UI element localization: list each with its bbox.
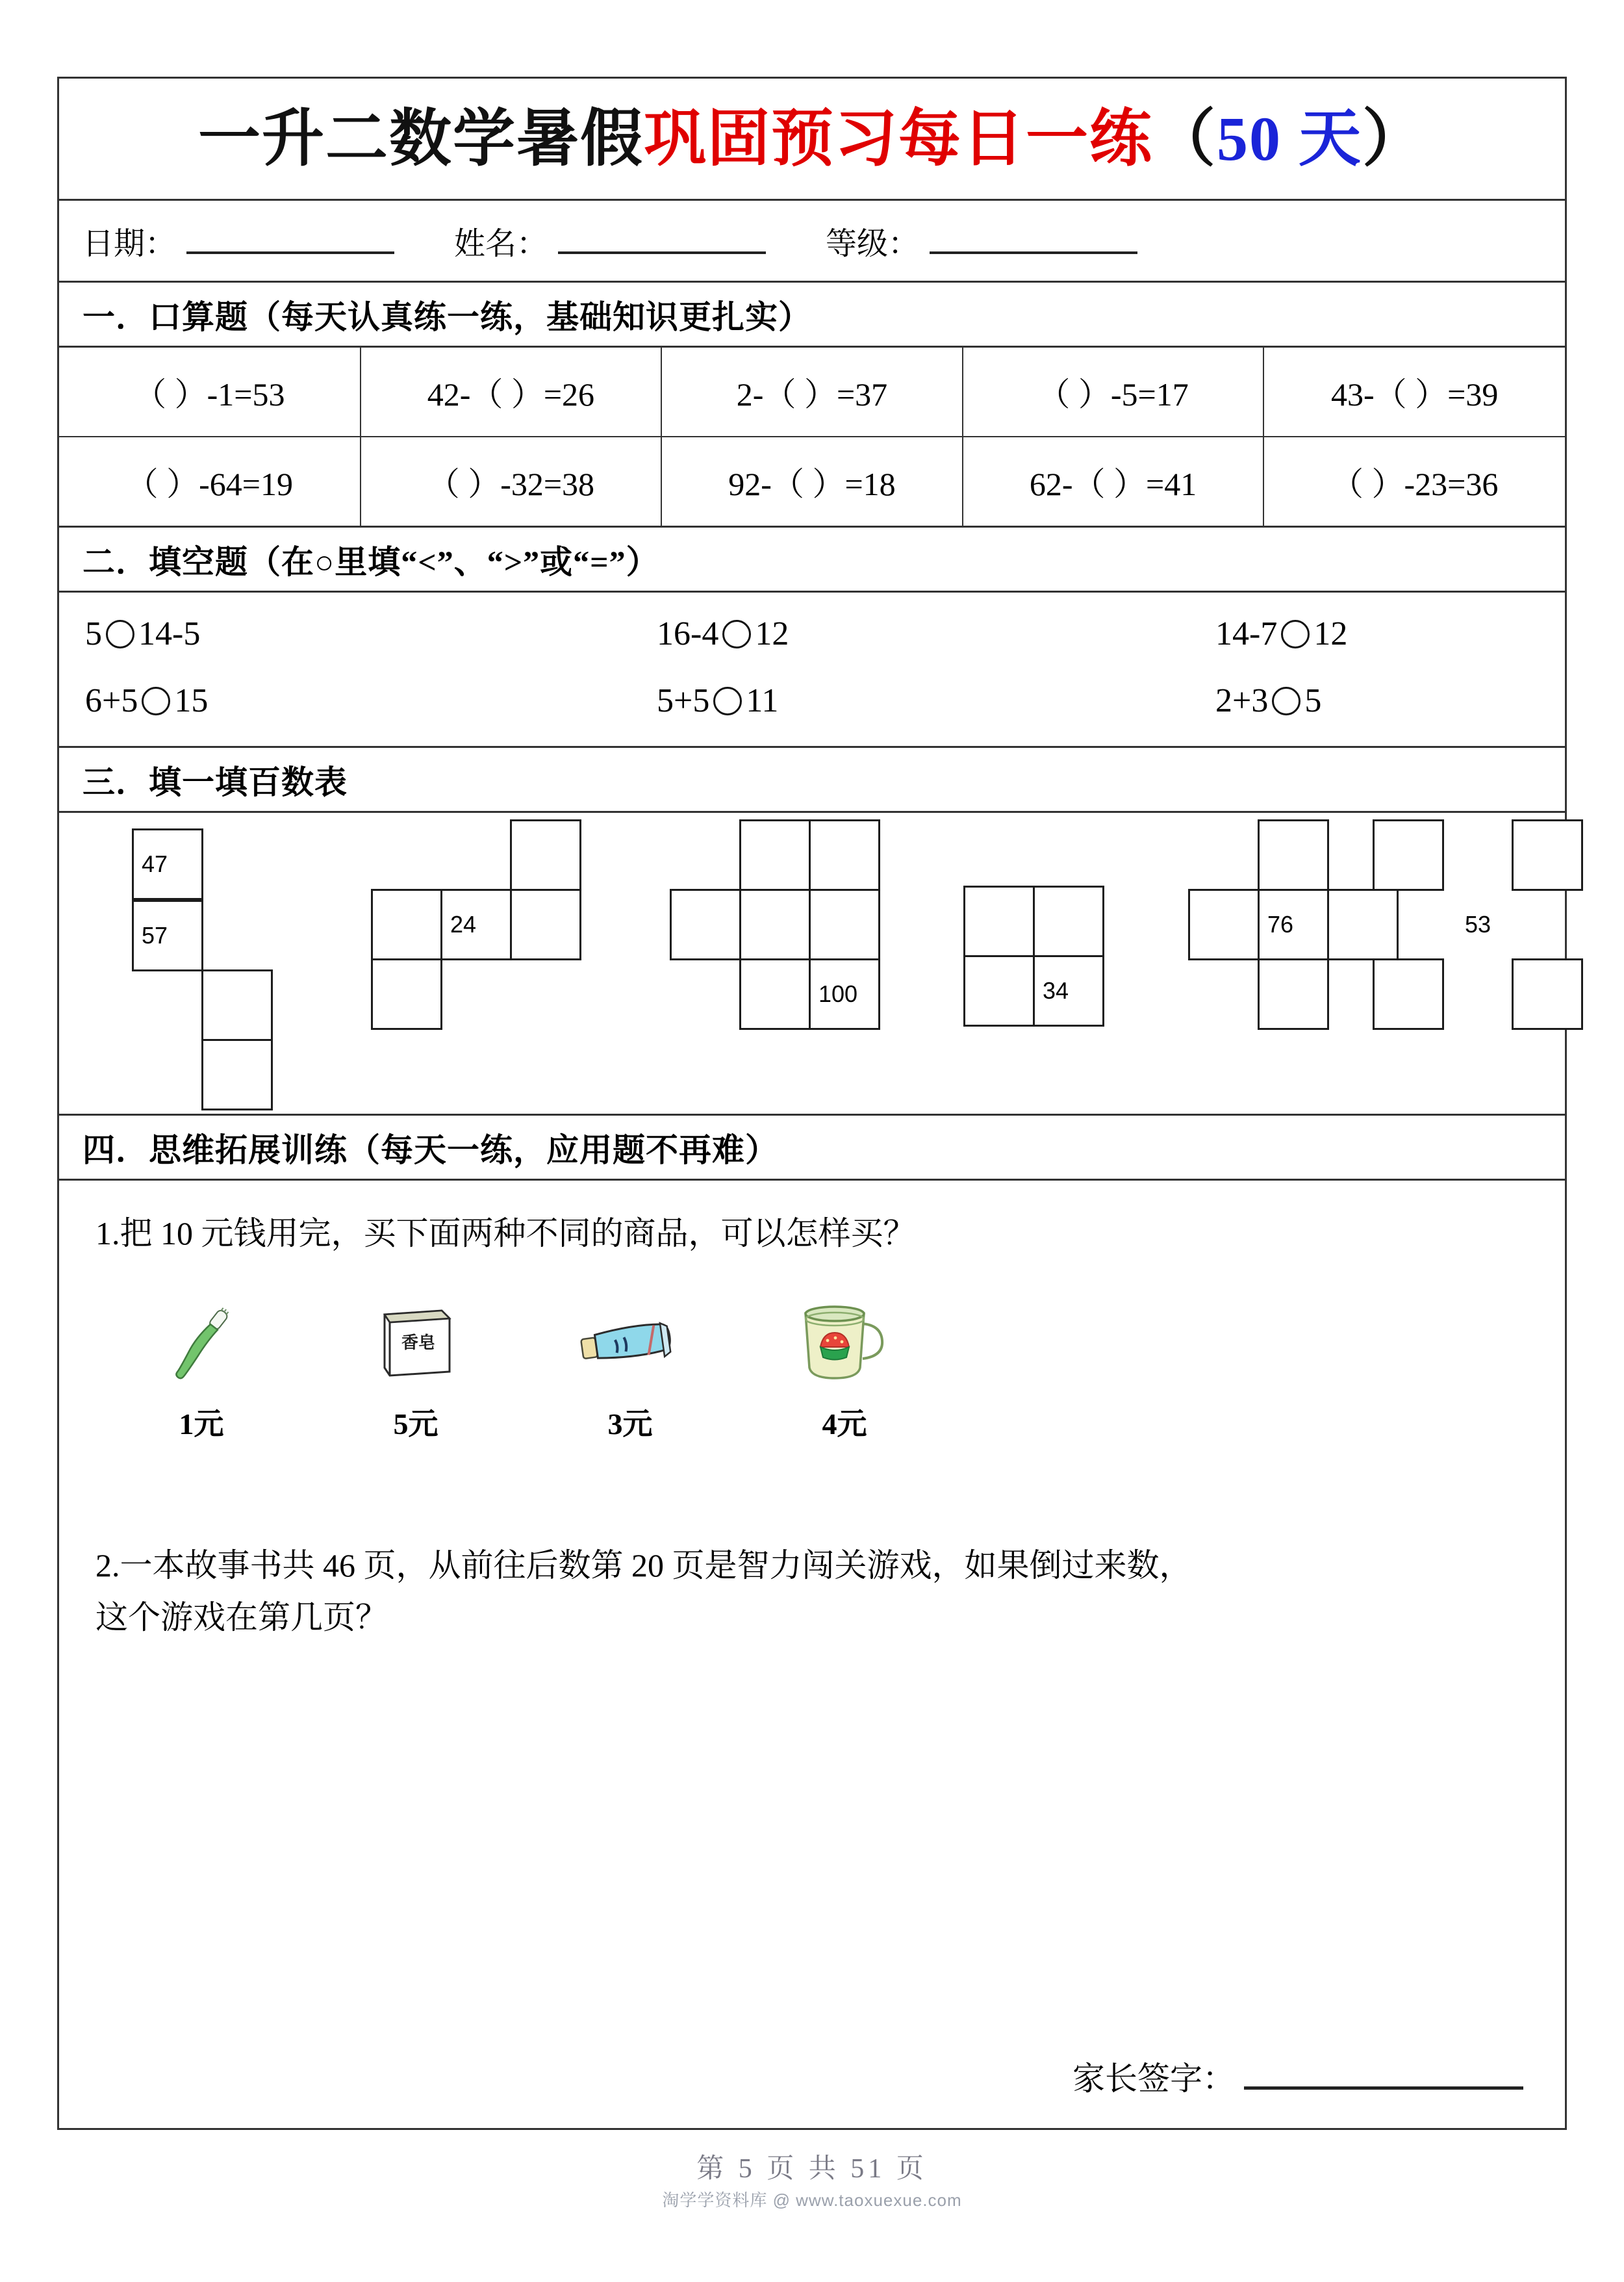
puzzle-2 (371, 819, 592, 1040)
puzzle-cell-value: 34 (1043, 977, 1069, 1004)
compare-left: 6+5 (85, 682, 138, 719)
puzzle-cell[interactable] (132, 828, 203, 900)
puzzle-cell[interactable] (1258, 958, 1329, 1030)
page-number: 第 5 页 共 51 页 (696, 2154, 928, 2184)
soap-box-icon (348, 1292, 484, 1390)
grade-label: 等级： (826, 227, 920, 261)
puzzle-cell-value: 47 (142, 851, 168, 877)
title-paren-close: ） (1362, 103, 1426, 173)
puzzle-cell[interactable] (809, 819, 880, 891)
date-field[interactable] (82, 218, 394, 263)
compare-circle[interactable] (722, 620, 751, 648)
puzzle-cell[interactable] (739, 958, 811, 1030)
calc-cell[interactable]: 42-（ ）=26 (361, 348, 662, 437)
compare-left: 5+5 (657, 682, 710, 719)
name-field[interactable] (454, 218, 766, 263)
grade-blank[interactable] (930, 251, 1137, 254)
puzzle-cell[interactable] (440, 889, 512, 960)
good-item-toothpaste (555, 1292, 705, 1443)
good-price: 4元 (822, 1407, 867, 1441)
good-price: 1元 (179, 1407, 224, 1441)
puzzle-cell[interactable] (739, 889, 811, 960)
puzzle-cell[interactable] (1373, 819, 1444, 891)
title-band (59, 79, 1565, 201)
calc-cell[interactable]: （ ）-5=17 (963, 348, 1264, 437)
parent-signature-blank[interactable] (1244, 2086, 1523, 2090)
compare-right: 14-5 (138, 615, 201, 652)
section-4-heading-band (59, 1116, 1565, 1181)
title-paren-open: （ (1153, 103, 1217, 173)
calc-cell[interactable]: （ ）-32=38 (361, 437, 662, 527)
compare-right: 15 (174, 682, 209, 719)
puzzle-cell[interactable] (1258, 819, 1329, 891)
name-label: 姓名： (454, 227, 548, 261)
toothbrush-icon (133, 1292, 270, 1390)
good-item-toothbrush (127, 1292, 276, 1443)
question-2-line-2: 这个游戏在第几页？ (95, 1599, 388, 1635)
puzzle-cell[interactable] (371, 889, 442, 960)
compare-circle[interactable] (1272, 687, 1300, 715)
puzzle-cell[interactable] (1033, 955, 1104, 1027)
puzzle-cell[interactable] (1033, 886, 1104, 957)
puzzle-4 (963, 886, 1113, 1035)
date-label: 日期： (82, 227, 177, 261)
hundred-chart-band (59, 813, 1565, 1116)
puzzle-cell[interactable] (963, 955, 1035, 1027)
puzzle-cell-value: 100 (818, 981, 858, 1007)
compare-item[interactable] (85, 615, 657, 653)
title-part-black: 一升二数学暑假 (198, 103, 644, 173)
puzzle-cell-value: 76 (1267, 911, 1294, 938)
section-1-heading-band (59, 283, 1565, 348)
compare-item[interactable] (1215, 682, 1553, 720)
calc-cell[interactable]: （ ）-1=53 (59, 348, 361, 437)
compare-right: 11 (746, 682, 779, 719)
compare-right: 5 (1304, 682, 1322, 719)
compare-left: 14-7 (1215, 615, 1278, 652)
mug-icon (776, 1292, 913, 1390)
section-2-heading-band (59, 528, 1565, 593)
worksheet-frame (57, 77, 1567, 2130)
grade-field[interactable] (826, 218, 1137, 263)
section-2-heading: 二．填空题（在○里填“<”、“>”或“=”） (82, 543, 659, 580)
question-2 (95, 1539, 1525, 1643)
compare-band (59, 593, 1565, 748)
compare-right: 12 (1313, 615, 1348, 652)
calc-cell[interactable]: 2-（ ）=37 (661, 348, 963, 437)
puzzle-cell[interactable] (510, 819, 581, 891)
compare-right: 12 (755, 615, 789, 652)
table-row (59, 348, 1565, 437)
puzzle-cell[interactable] (201, 1039, 273, 1110)
compare-left: 2+3 (1215, 682, 1269, 719)
compare-row (85, 682, 1565, 720)
puzzle-cell[interactable] (1258, 889, 1329, 960)
question-2-line-1: 2.一本故事书共 46 页，从前往后数第 20 页是智力闯关游戏，如果倒过来数， (95, 1547, 1192, 1583)
meta-band (59, 201, 1565, 283)
puzzle-cell[interactable] (1512, 958, 1583, 1030)
section-3-heading: 三．填一填百数表 (82, 763, 348, 801)
puzzle-cell[interactable] (809, 889, 880, 960)
title-part-red: 巩固预习每日一练 (644, 103, 1153, 173)
puzzle-cell[interactable] (670, 889, 741, 960)
puzzle-center-label: 53 (1464, 911, 1491, 938)
puzzle-cell[interactable] (371, 958, 442, 1030)
compare-circle[interactable] (106, 620, 134, 648)
name-blank[interactable] (558, 251, 766, 254)
calc-cell[interactable]: 62-（ ）=41 (963, 437, 1264, 527)
title-part-blue: 50 天 (1217, 103, 1362, 173)
parent-signature-label: 家长签字： (1072, 2060, 1235, 2097)
compare-item[interactable] (657, 615, 1215, 653)
puzzle-cell[interactable] (510, 889, 581, 960)
compare-left: 5 (85, 615, 102, 652)
puzzle-cell[interactable] (132, 900, 203, 971)
compare-item[interactable] (657, 682, 1215, 720)
compare-circle[interactable] (1281, 620, 1310, 648)
compare-item[interactable] (1215, 615, 1553, 653)
goods-illustrations (127, 1292, 919, 1443)
compare-row (85, 615, 1565, 653)
parent-signature-row[interactable] (1072, 2053, 1523, 2099)
compare-left: 16-4 (657, 615, 719, 652)
puzzle-cell[interactable] (809, 958, 880, 1030)
date-blank[interactable] (186, 251, 394, 254)
watermark: 淘学学资料库 @ www.taoxuexue.com (662, 2190, 962, 2210)
puzzle-cell-value: 57 (142, 922, 168, 949)
section-1-heading: 一．口算题（每天认真练一练，基础知识更扎实） (82, 298, 811, 335)
table-row (59, 437, 1565, 527)
svg-text:香皂: 香皂 (401, 1333, 436, 1353)
puzzle-cell[interactable] (201, 969, 273, 1041)
puzzle-cell-value: 24 (450, 911, 477, 938)
calc-cell[interactable]: 43-（ ）=39 (1263, 348, 1565, 437)
compare-item[interactable] (85, 682, 657, 720)
good-price: 3元 (607, 1407, 653, 1441)
compare-circle[interactable] (713, 687, 742, 715)
question-1-text: 1.把 10 元钱用完，买下面两种不同的商品，可以怎样买？ (95, 1215, 916, 1251)
compare-circle[interactable] (142, 687, 170, 715)
puzzle-cell[interactable] (963, 886, 1035, 957)
good-item-mug (770, 1292, 919, 1443)
calc-cell[interactable]: 92-（ ）=18 (661, 437, 963, 527)
calc-cell[interactable]: （ ）-64=19 (59, 437, 361, 527)
page-footer (0, 2147, 1624, 2211)
puzzle-cell[interactable] (739, 819, 811, 891)
puzzle-cell[interactable] (1373, 958, 1444, 1030)
puzzle-cell[interactable] (1512, 819, 1583, 891)
word-problem-band (59, 1181, 1565, 1947)
good-item-soap (341, 1292, 490, 1443)
puzzle-6 (1373, 819, 1593, 1040)
puzzle-3 (670, 819, 891, 1040)
toothpaste-tube-icon (562, 1292, 698, 1390)
good-price: 5元 (393, 1407, 438, 1441)
arithmetic-table (59, 348, 1565, 528)
calc-cell[interactable]: （ ）-23=36 (1331, 466, 1499, 502)
page-title (198, 103, 1426, 173)
puzzle-1 (132, 828, 275, 1114)
section-3-heading-band (59, 748, 1565, 813)
section-4-heading: 四．思维拓展训练（每天一练，应用题不再难） (82, 1131, 778, 1168)
puzzle-cell[interactable] (1188, 889, 1260, 960)
